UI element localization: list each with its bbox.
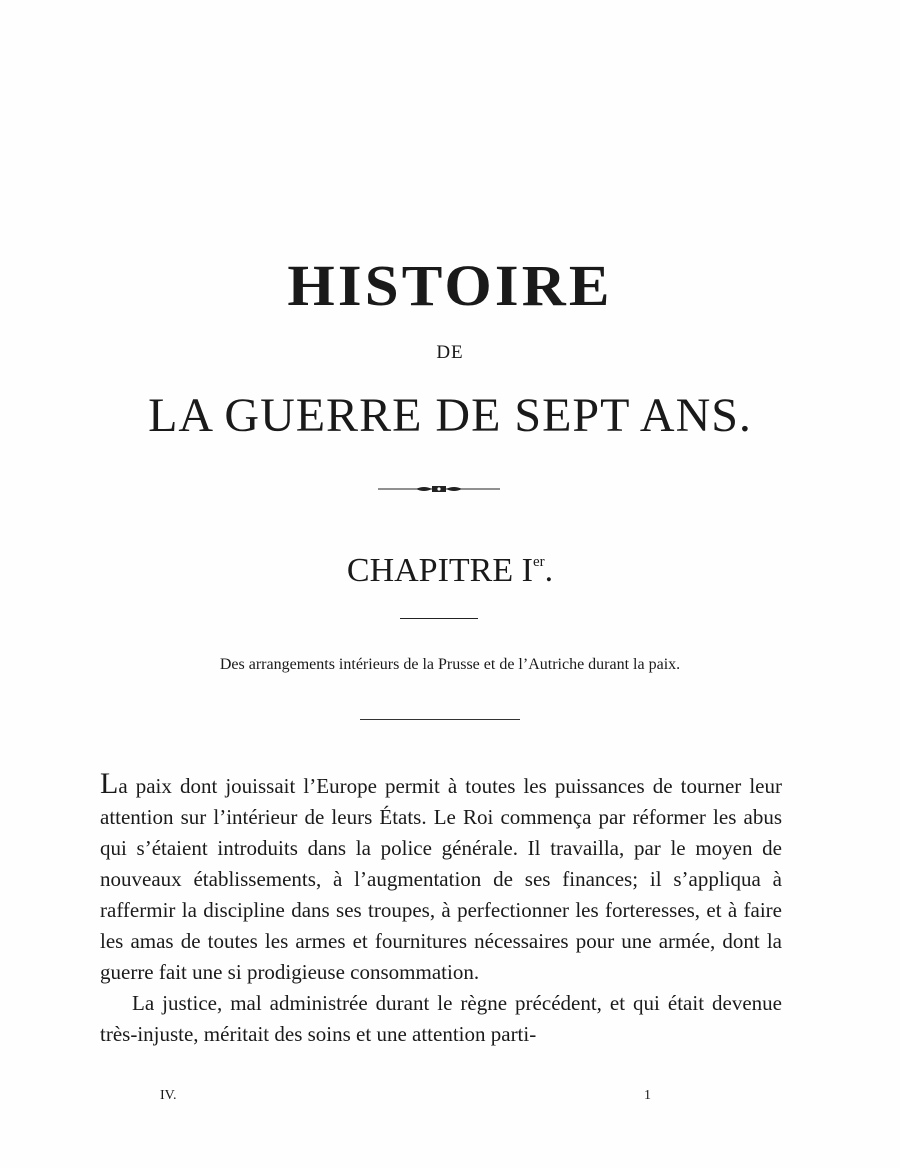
chapter-trailing: . xyxy=(544,552,554,589)
body-text xyxy=(100,768,782,1050)
rule-short xyxy=(400,618,478,619)
footer-volume: IV. xyxy=(160,1088,177,1103)
paragraph-1-text: a paix dont jouissait l’Europe permit à toutes les puissances de tourner leur attention sur l’intérieur de leurs États. Le Roi commença par réformer les abus qui s’étaient introduits dans la police générale. Il travailla, par le moyen de nouveaux établissements, à l’augmentation de ses finances; il s’appliqua à raffermir la discipline dans ses troupes, à perfectionner les forteresses, et à faire les amas de toutes les armes et fournitures nécessaires pour une armée, dont la guerre fait une si prodigieuse consommation. xyxy=(100,774,782,984)
chapter-label: CHAPITRE I xyxy=(346,552,533,589)
footer-signature: 1 xyxy=(644,1088,651,1103)
chapter-heading xyxy=(0,552,900,590)
chapter-summary: Des arrangements intérieurs de la Prusse et de l’Autriche durant la paix. xyxy=(219,656,681,673)
title-main: HISTOIRE xyxy=(287,253,613,318)
title-connector: DE xyxy=(436,342,464,363)
paragraph-1 xyxy=(100,768,782,988)
paragraph-2: La justice, mal administrée durant le règne précédent, et qui était devenue très-injuste, méritait des soins et une attention parti- xyxy=(100,991,782,1046)
initial-letter: L xyxy=(100,767,119,800)
rule-long xyxy=(360,719,520,720)
title-subtitle: LA GUERRE DE SEPT ANS. xyxy=(148,389,752,442)
ornament-divider xyxy=(378,482,500,496)
chapter-superscript: er xyxy=(532,554,545,570)
